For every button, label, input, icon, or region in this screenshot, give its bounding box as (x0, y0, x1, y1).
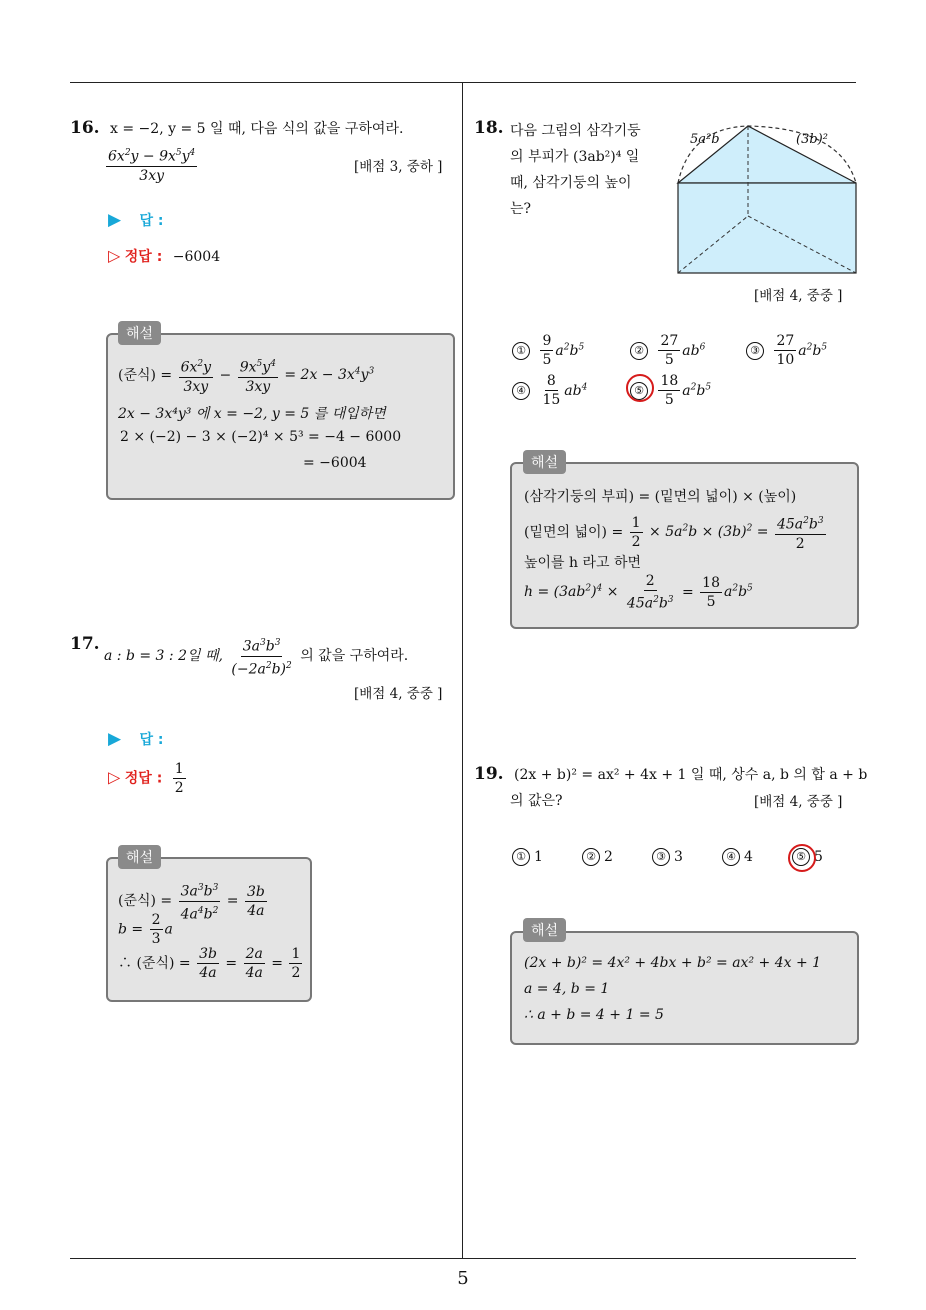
top-rule (70, 82, 856, 83)
choice-3[interactable]: ③ 3 (652, 848, 683, 866)
solution-line: (준식) = $\frac{3a^3b^3}{4a^4b^2}$ = $\frac{3b}{4a}$ (118, 879, 269, 923)
solution-line: (2x + b)² = 4x² + 4bx + b² = ax² + 4x + 1 (524, 955, 822, 971)
column-divider (462, 82, 463, 1258)
correct-value: $\frac{1}{2}$ (174, 761, 184, 796)
solution-line: 높이를 h 라고 하면 (524, 555, 642, 571)
question-18-prompt (510, 118, 641, 222)
bottom-rule (70, 1258, 856, 1259)
question-prompt-line2: 의 값은? (510, 793, 563, 809)
answer-label: 답 : (139, 213, 164, 229)
answer-row (108, 729, 164, 749)
correct-answer-row (108, 246, 220, 266)
solution-line: 2 × (−2) − 3 × (−2)⁴ × 5³ = −4 − 6000 (120, 429, 402, 445)
question-18-number: 18. (474, 118, 504, 138)
prompt-line: 때, 삼각기둥의 높이 (510, 175, 632, 191)
correct-label: 정답 : (124, 770, 163, 787)
solution-line: (삼각기둥의 부피) = (밑면의 넓이) × (높이) (524, 489, 797, 505)
solution-line: = −6004 (303, 455, 367, 471)
solution-tag: 해설 (523, 450, 566, 474)
question-prompt: x = −2, y = 5 일 때, 다음 식의 값을 구하여라. (110, 121, 404, 137)
fraction: $\frac{6x^2y - 9x^5y^4}{3xy}$ (106, 144, 197, 185)
play-icon: ▶ (108, 210, 122, 230)
fraction: $\frac{3a^3b^3}{(-2a^2b)^2}$ (229, 634, 293, 678)
prompt-suffix: 의 값을 구하여라. (300, 648, 409, 665)
question-17-number: 17. (70, 634, 100, 654)
answer-label: 답 : (139, 732, 164, 748)
play-icon: ▶ (108, 729, 122, 749)
solution-line: ∴ a + b = 4 + 1 = 5 (524, 1007, 664, 1023)
triangle-outline-icon: ▷ (108, 246, 121, 265)
choice-2[interactable]: ② 2 (582, 848, 613, 866)
choice-5[interactable]: ⑤ 5 (792, 848, 823, 866)
solution-tag: 해설 (118, 845, 161, 869)
selected-answer-ring (788, 844, 816, 872)
solution-line: b = $\frac{2}{3}$ a (118, 912, 173, 947)
solution-tag: 해설 (523, 918, 566, 942)
choice-1[interactable]: ① $\frac{9}{5}$ $a^2b^5$ (512, 332, 584, 369)
solution-line: 2x − 3x⁴y³ 에 x = −2, y = 5 를 대입하면 (118, 406, 386, 422)
correct-label: 정답 : (124, 249, 163, 265)
correct-value: −6004 (172, 249, 221, 265)
solution-box (510, 462, 859, 629)
triangle-outline-icon: ▷ (108, 767, 121, 787)
score-meta: [배점 3, 중하 ] (354, 159, 443, 175)
question-number: 16. (70, 118, 100, 138)
score-meta: [배점 4, 중중 ] (754, 288, 843, 304)
question-16 (70, 118, 403, 138)
correct-answer-row (108, 760, 188, 797)
figure-label-right: (3b)² (796, 132, 828, 147)
page-number: 5 (457, 1268, 469, 1289)
prompt-line: 는? (510, 201, 532, 217)
score-meta: [배점 4, 중중 ] (354, 686, 443, 702)
selected-answer-ring (626, 374, 654, 402)
prompt-prefix: a : b = 3 : 2일 때, (104, 648, 223, 665)
choice-5[interactable]: ⑤ $\frac{18}{5}$ $a^2b^5$ (630, 372, 711, 409)
figure-label-left: 5a²b (690, 132, 720, 147)
solution-box (106, 857, 312, 1002)
solution-box (510, 931, 859, 1045)
question-number: 19. (474, 764, 504, 784)
solution-line: (밑면의 넓이) = $\frac{1}{2}$ × $5a^2b \times (3b)^2$ = $\frac{45a^2b^3}{2}$ (524, 512, 828, 553)
solution-tag: 해설 (118, 321, 161, 345)
expression-16 (104, 144, 199, 185)
question-19 (474, 764, 867, 784)
prompt-line: 의 부피가 (3ab²)⁴ 일 (510, 149, 640, 165)
solution-box (106, 333, 455, 500)
solution-line: (준식) = $\frac{6x^2y}{3xy}$ − $\frac{9x^5y^4}{3xy}$ = $2x - 3x^4y^3$ (118, 355, 374, 396)
choice-4[interactable]: ④ $\frac{8}{15}$ $ab^4$ (512, 372, 587, 409)
answer-row (108, 210, 164, 230)
score-meta: [배점 4, 중중 ] (754, 794, 843, 810)
solution-line: ∴ (준식) = $\frac{3b}{4a}$ = $\frac{2a}{4a}$ = $\frac{1}{2}$ (118, 946, 301, 981)
question-prompt: (2x + b)² = ax² + 4x + 1 일 때, 상수 a, b 의 합 a + b (514, 767, 868, 783)
solution-line: $h = (3ab^2)^4$ × $\frac{2}{45a^2b^3}$ = $\frac{18}{5}$ $a^2b^5$ (524, 573, 753, 612)
solution-line: a = 4, b = 1 (524, 981, 610, 997)
choice-3[interactable]: ③ $\frac{27}{10}$ $a^2b^5$ (746, 332, 827, 369)
choice-1[interactable]: ① 1 (512, 848, 543, 866)
question-17-prompt (104, 634, 408, 678)
choice-4[interactable]: ④ 4 (722, 848, 753, 866)
prompt-line: 다음 그림의 삼각기둥 (510, 123, 641, 139)
choice-2[interactable]: ② $\frac{27}{5}$ $ab^6$ (630, 332, 705, 369)
